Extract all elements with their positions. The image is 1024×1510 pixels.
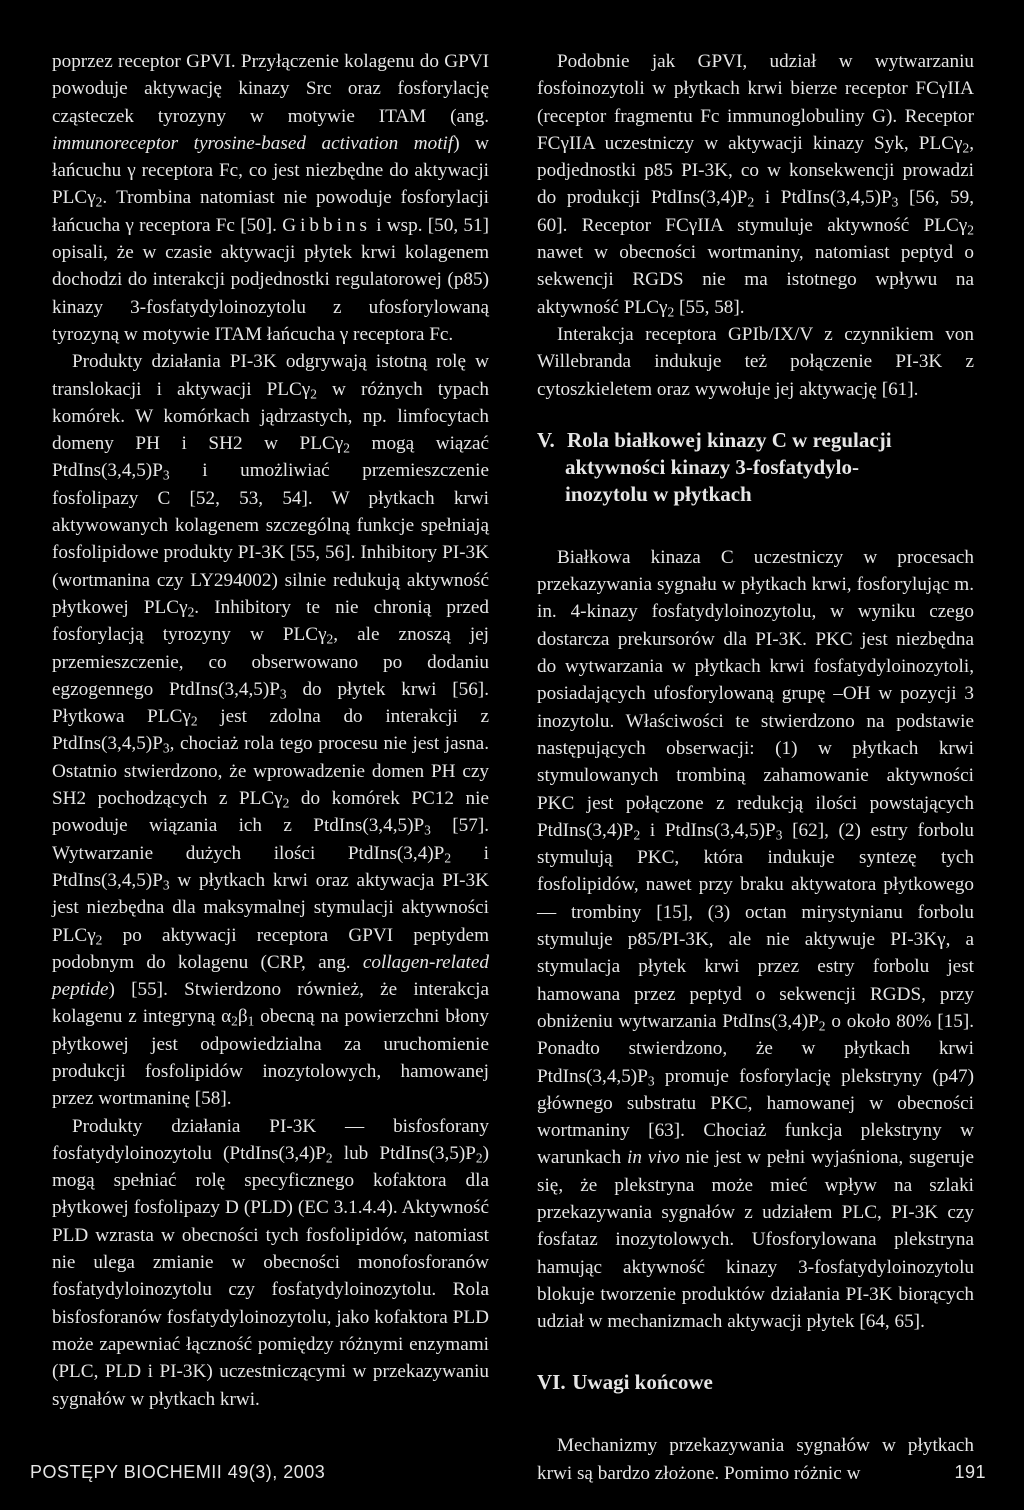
right-column [537, 48, 974, 1487]
section-title-line: inozytolu w płytkach [565, 481, 752, 506]
page-number: 191 [954, 1462, 986, 1482]
section-heading [537, 1369, 974, 1396]
paragraph: Interakcja receptora GPIb/IX/V z czynnikiem von Willebranda indukuje też połączenie PI-3K z cytoszkieletem oraz wywołuje jej aktywację [61]. [537, 323, 974, 400]
left-column [52, 48, 489, 1413]
paragraph: Podobnie jak GPVI, udział w wytwarzaniu fosfoinozytoli w płytkach krwi bierze receptor FCγIIA (receptor fragmentu Fc immunoglobuliny G). Receptor FCγIIA uczestniczy w aktywacji kinazy Syk, PLCγ$_2$, podjednostki p85 PI-3K, co w konsekwencji prowadzi do produkcji $PtdIns(3,4)P_2$ i $PtdIns(3,4,5)P_3$ [56, 59, 60]. Receptor FCγIIA stymuluje aktywność PLCγ$_2$ nawet w obecności wortmaniny, natomiast peptyd o sekwencji RGDS nie ma istotnego wpływu na aktywność PLCγ$_2$ [55, 58]. [537, 51, 974, 320]
section-number: VI. [537, 1370, 566, 1395]
section-number: V. [537, 427, 555, 452]
journal-footer: POSTĘPY BIOCHEMII 49(3), 2003 [30, 1462, 326, 1482]
section-title-line: Uwagi końcowe [572, 1370, 713, 1395]
section-title-line: Rola białkowej kinazy C w regulacji [567, 427, 892, 452]
section-heading [537, 427, 974, 508]
section-title-line: aktywności kinazy 3-fosfatydylo- [565, 454, 860, 479]
paragraph: Mechanizmy przekazywania sygnałów w płytkach krwi są bardzo złożone. Pomimo różnic w [537, 1435, 974, 1484]
paragraph: poprzez receptor GPVI. Przyłączenie kolagenu do GPVI powoduje aktywację kinazy Src oraz fosforylację cząsteczek tyrozyny w motywie ITAM (ang. immunoreceptor tyrosine-based activation motif) w łańcuchu γ receptora Fc, co jest niezbędne do aktywacji PLCγ$_2$. Trombina natomiast nie powoduje fosforylacji łańcucha γ receptora Fc [50]. Gibbins i wsp. [50, 51] opisali, że w czasie aktywacji płytek krwi kolagenem dochodzi do interakcji podjednostki regulatorowej (p85) kinazy 3-fosfatydyloinozytolu z ufosforylowaną tyrozyną w motywie ITAM łańcucha γ receptora Fc. [52, 51, 490, 345]
paragraph: Produkty działania PI-3K — bisfosforany fosfatydyloinozytolu ($PtdIns(3,4)P_2$ lub $PtdIns(3,5)P_2$) mogą spełniać rolę specyficznego kofaktora dla płytkowej fosfolipazy D (PLD) (EC 3.1.4.4). Aktywność PLD wzrasta w obecności tych fosfolipidów, natomiast nie ulega zmianie w obecności monofosforanów fosfatydyloinozytolu czy fosfatydyloinozytolu. Rola bisfosforanów fosfatydyloinozytolu, jako kofaktora PLD może zapewniać łączność pomiędzy różnymi enzymami (PLC, PLD i PI-3K) uczestniczącymi w przekazywaniu sygnałów w płytkach krwi. [52, 1115, 489, 1410]
paragraph: Białkowa kinaza C uczestniczy w procesach przekazywania sygnału w płytkach krwi, fosforylując m. in. 4-kinazy fosfatydyloinozytolu, w wyniku czego dostarcza prekursorów dla PI-3K. PKC jest niezbędna do wytwarzania w płytkach krwi fosfatydyloinozytoli, posiadających ufosforylowaną grupę –OH w pozycji 3 inozytolu. Właściwości te stwierdzono na podstawie następujących obserwacji: (1) w płytkach krwi stymulowanych trombiną zahamowanie aktywności PKC jest połączone z redukcją ilości powstających $PtdIns(3,4)P_2$ i $PtdIns(3,4,5)P_3$ [62], (2) estry forbolu stymulują PKC, która indukuje syntezę tych fosfolipidów, nawet przy braku aktywatora płytkowego — trombiny [15], (3) octan mirystynianu forbolu stymuluje p85/PI-3K, ale nie aktywuje PI-3Kγ, a stymulacja płytek krwi przez estry forbolu jest hamowana przez peptyd o sekwencji RGDS, przy obniżeniu wytwarzania $PtdIns(3,4)P_2$ o około 80% [15]. Ponadto stwierdzono, że w płytkach krwi $PtdIns(3,4,5)P_3$ promuje fosforylację plekstryny (p47) głównego substratu PKC, hamowanej w obecności wortmaniny [63]. Chociaż funkcja plekstryny w warunkach in vivo nie jest w pełni wyjaśniona, sugeruje się, że plekstryna może mieć wpływ na szlaki przekazywania sygnałów z udziałem PLC, PI-3K czy fosfataz inozytolowych. Ufosforylowana plekstryna hamując aktywność kinazy 3-fosfatydyloinozytolu blokuje tworzenie produktów działania PI-3K biorących udział w mechanizmach aktywacji płytek [64, 65]. [537, 546, 975, 1333]
author-name: Gibbins [282, 214, 371, 236]
paragraph: Produkty działania PI-3K odgrywają istotną rolę w translokacji i aktywacji PLCγ$_2$ w różnych typach komórek. W komórkach jądrzastych, np. limfocytach domeny PH i SH2 w PLCγ$_2$ mogą wiązać $PtdIns(3,4,5)P_3$ i umożliwiać przemieszczenie fosfolipazy C [52, 53, 54]. W płytkach krwi aktywowanych kolagenem szczególną funkcje spełniają fosfolipidowe produkty PI-3K [55, 56]. Inhibitory PI-3K (wortmanina czy LY294002) silnie redukują aktywność płytkowej PLCγ$_2$. Inhibitory te nie chronią przed fosforylacją tyrozyny w PLCγ$_2$, ale znoszą jej przemieszczenie, co obserwowano po dodaniu egzogennego $PtdIns(3,4,5)P_3$ do płytek krwi [56]. Płytkowa PLCγ$_2$ jest zdolna do interakcji z $PtdIns(3,4,5)P_3$, chociaż rola tego procesu nie jest jasna. Ostatnio stwierdzono, że wprowadzenie domen PH czy SH2 pochodzących z PLCγ$_2$ do komórek PC12 nie powoduje wiązania ich z $PtdIns(3,4,5)P_3$ [57]. Wytwarzanie dużych ilości $PtdIns(3,4)P_2$ i $PtdIns(3,4,5)P_3$ w płytkach krwi oraz aktywacja PI-3K jest niezbędna dla maksymalnej stymulacji aktywności PLCγ$_2$ po aktywacji receptora GPVI peptydem podobnym do kolagenu (CRP, ang. collagen-related peptide) [55]. Stwierdzono również, że interakcja kolagenu z integryną $\alpha_2\beta_1$ obecną na powierzchni błony płytkowej jest odpowiedzialna za uruchomienie produkcji fosfolipidów inozytolowych, hamowanej przez wortmaninę [58]. [52, 351, 490, 1110]
